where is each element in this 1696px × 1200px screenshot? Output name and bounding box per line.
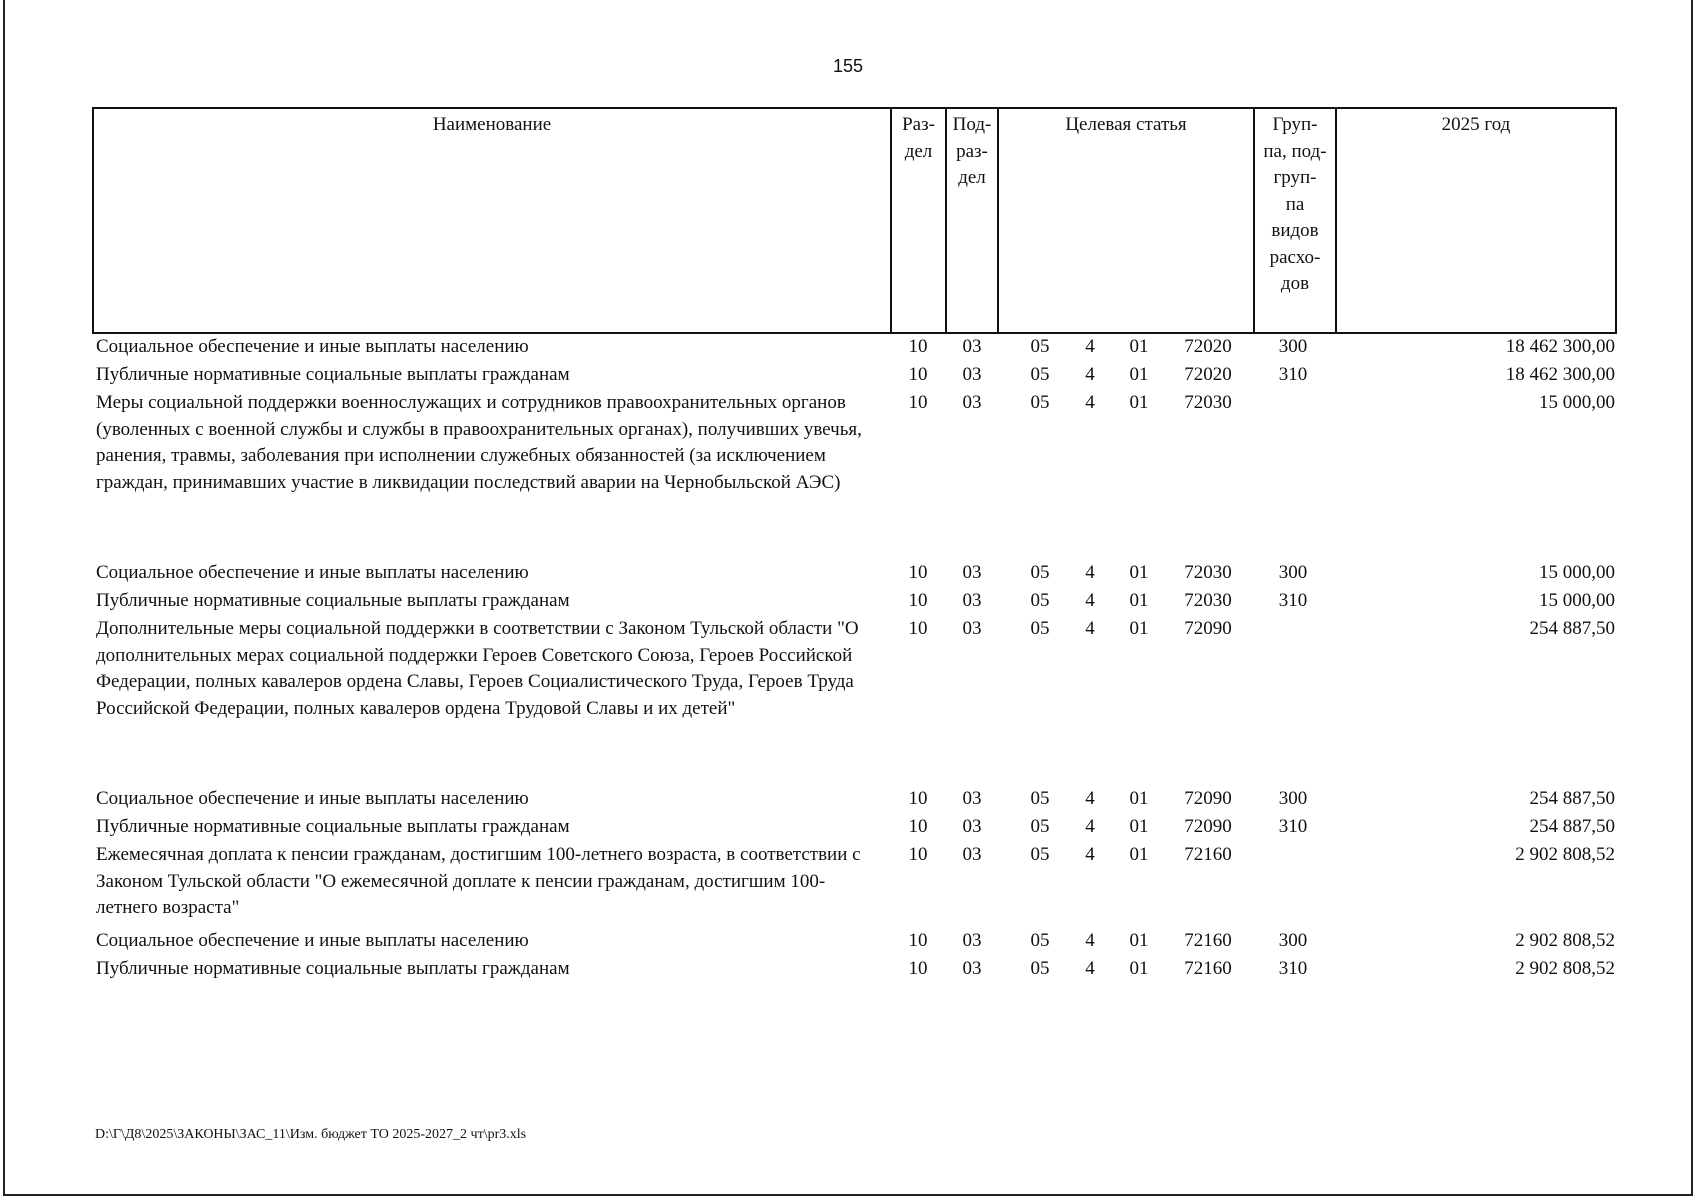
row-target-direction: 72030 (1184, 392, 1232, 413)
row-target-direction: 72030 (1184, 562, 1232, 583)
row-razdel: 10 (908, 336, 928, 357)
row-target-program: 05 (1030, 336, 1050, 357)
table-body (92, 334, 1617, 984)
row-target-program: 05 (1030, 816, 1050, 837)
row-razdel: 10 (908, 618, 928, 639)
file-path-footer: D:\Г\Д8\2025\ЗАКОНЫ\ЗАС_11\Изм. бюджет ТО 2025-2027_2 чт\pr3.xls (95, 1127, 527, 1142)
row-amount: 2 902 808,52 (1515, 930, 1615, 951)
row-amount: 18 462 300,00 (1505, 336, 1615, 357)
row-target-type: 4 (1085, 958, 1095, 979)
row-target-program: 05 (1030, 590, 1050, 611)
row-target-program: 05 (1030, 618, 1050, 639)
page-number: 155 (832, 56, 864, 76)
row-name: Публичные нормативные социальные выплаты гражданам (96, 590, 570, 611)
row-target-direction: 72030 (1184, 590, 1232, 611)
row-target-direction: 72020 (1184, 364, 1232, 385)
row-target-type: 4 (1085, 788, 1095, 809)
row-target-program: 05 (1030, 930, 1050, 951)
row-razdel: 10 (908, 958, 928, 979)
row-target-program: 05 (1030, 788, 1050, 809)
header-razdel: Раз- дел (892, 109, 947, 332)
row-name: Социальное обеспечение и иные выплаты населению (96, 336, 529, 357)
row-target-direction: 72160 (1184, 844, 1232, 865)
row-target-complex: 01 (1129, 788, 1149, 809)
row-name: Публичные нормативные социальные выплаты гражданам (96, 364, 570, 385)
row-name: Социальное обеспечение и иные выплаты населению (96, 930, 529, 951)
row-group: 300 (1278, 562, 1308, 583)
row-group: 300 (1278, 788, 1308, 809)
row-name: Социальное обеспечение и иные выплаты населению (96, 788, 529, 809)
row-podrazdel: 03 (962, 618, 982, 639)
row-target-type: 4 (1085, 364, 1095, 385)
row-amount: 2 902 808,52 (1515, 958, 1615, 979)
row-target-type: 4 (1085, 930, 1095, 951)
row-podrazdel: 03 (962, 364, 982, 385)
table-row (92, 956, 1617, 984)
row-name: Социальное обеспечение и иные выплаты населению (96, 562, 529, 583)
table-row (92, 390, 1617, 560)
row-amount: 15 000,00 (1539, 392, 1615, 413)
header-name: Наименование (94, 109, 892, 332)
row-group: 310 (1278, 590, 1308, 611)
header-podrazdel: Под- раз- дел (947, 109, 999, 332)
row-podrazdel: 03 (962, 392, 982, 413)
row-target-complex: 01 (1129, 618, 1149, 639)
row-amount: 254 887,50 (1529, 618, 1615, 639)
row-razdel: 10 (908, 562, 928, 583)
header-target: Целевая статья (999, 109, 1255, 332)
row-target-type: 4 (1085, 562, 1095, 583)
row-target-direction: 72160 (1184, 930, 1232, 951)
row-target-direction: 72160 (1184, 958, 1232, 979)
row-target-complex: 01 (1129, 816, 1149, 837)
row-razdel: 10 (908, 590, 928, 611)
header-group: Груп- па, под- груп- па видов расхо- дов (1255, 109, 1337, 332)
row-target-complex: 01 (1129, 562, 1149, 583)
row-target-program: 05 (1030, 392, 1050, 413)
row-target-program: 05 (1030, 364, 1050, 385)
row-name: Дополнительные меры социальной поддержки в соответствии с Законом Тульской области "О дополнительных мерах социальной поддержки Героев Советского Союза, Героев Российской Федерации, полных кавалеров ордена Славы, Героев Социалистического Труда, Героев Труда Российской Федерации, полных кавалеров ордена Трудовой Славы и их детей" (96, 618, 859, 719)
row-group: 310 (1278, 958, 1308, 979)
row-podrazdel: 03 (962, 844, 982, 865)
row-target-complex: 01 (1129, 392, 1149, 413)
row-target-direction: 72090 (1184, 788, 1232, 809)
table-header (92, 107, 1617, 334)
row-group: 300 (1278, 930, 1308, 951)
table-row (92, 928, 1617, 956)
row-target-complex: 01 (1129, 590, 1149, 611)
table-row (92, 814, 1617, 842)
row-amount: 15 000,00 (1539, 590, 1615, 611)
row-podrazdel: 03 (962, 562, 982, 583)
row-target-program: 05 (1030, 562, 1050, 583)
table-row (92, 560, 1617, 588)
row-razdel: 10 (908, 788, 928, 809)
row-target-type: 4 (1085, 336, 1095, 357)
row-target-complex: 01 (1129, 364, 1149, 385)
row-razdel: 10 (908, 364, 928, 385)
row-target-type: 4 (1085, 618, 1095, 639)
row-razdel: 10 (908, 392, 928, 413)
row-name: Ежемесячная доплата к пенсии гражданам, достигшим 100-летнего возраста, в соответствии с Законом Тульской области "О ежемесячной доплате к пенсии гражданам, достигшим 100-летнего возраста" (96, 844, 861, 918)
row-amount: 18 462 300,00 (1505, 364, 1615, 385)
table-row (92, 334, 1617, 362)
row-target-complex: 01 (1129, 844, 1149, 865)
row-target-direction: 72090 (1184, 816, 1232, 837)
row-name: Публичные нормативные социальные выплаты гражданам (96, 816, 570, 837)
row-target-direction: 72090 (1184, 618, 1232, 639)
row-target-complex: 01 (1129, 336, 1149, 357)
row-amount: 254 887,50 (1529, 788, 1615, 809)
row-target-complex: 01 (1129, 930, 1149, 951)
row-name: Публичные нормативные социальные выплаты гражданам (96, 958, 570, 979)
row-razdel: 10 (908, 816, 928, 837)
row-group: 310 (1278, 816, 1308, 837)
table-row (92, 786, 1617, 814)
row-podrazdel: 03 (962, 930, 982, 951)
table-row (92, 588, 1617, 616)
header-year: 2025 год (1441, 114, 1511, 135)
row-podrazdel: 03 (962, 336, 982, 357)
row-group: 300 (1278, 336, 1308, 357)
row-group: 310 (1278, 364, 1308, 385)
row-target-program: 05 (1030, 958, 1050, 979)
row-amount: 254 887,50 (1529, 816, 1615, 837)
row-razdel: 10 (908, 930, 928, 951)
row-podrazdel: 03 (962, 788, 982, 809)
row-target-program: 05 (1030, 844, 1050, 865)
row-target-direction: 72020 (1184, 336, 1232, 357)
row-target-type: 4 (1085, 590, 1095, 611)
row-target-type: 4 (1085, 844, 1095, 865)
row-target-type: 4 (1085, 816, 1095, 837)
row-razdel: 10 (908, 844, 928, 865)
row-podrazdel: 03 (962, 816, 982, 837)
table-row (92, 842, 1617, 928)
row-amount: 15 000,00 (1539, 562, 1615, 583)
table-row (92, 616, 1617, 786)
row-name: Меры социальной поддержки военнослужащих и сотрудников правоохранительных органов (уволенных с военной службы и службы в правоохранительных органах), получивших увечья, ранения, травмы, заболевания при исполнении служебных обязанностей (за исключением граждан, принимавших участие в ликвидации последствий аварии на Чернобыльской АЭС) (96, 392, 862, 493)
row-target-complex: 01 (1129, 958, 1149, 979)
row-target-type: 4 (1085, 392, 1095, 413)
row-podrazdel: 03 (962, 958, 982, 979)
table-row (92, 362, 1617, 390)
row-podrazdel: 03 (962, 590, 982, 611)
row-amount: 2 902 808,52 (1515, 844, 1615, 865)
